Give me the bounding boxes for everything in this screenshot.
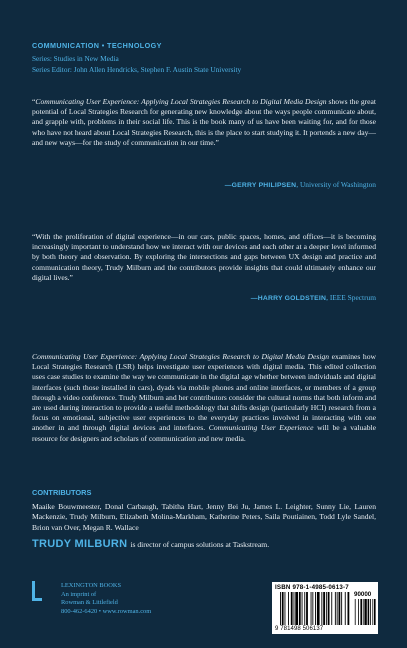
author-bio-text: is director of campus solutions at Taskstream. (130, 540, 270, 549)
quote-1-attribution: —GERRY PHILIPSEN, University of Washington (224, 180, 376, 189)
isbn-number: ISBN 978-1-4985-0613-7 (275, 584, 349, 591)
endorsement-quote-2 (32, 232, 376, 283)
quote-book-title: Communicating User Experience: Applying Local Strategies Research to Digital Media Design (35, 97, 327, 106)
publisher-contact: 800-462-6420 • www.rowman.com (61, 607, 152, 615)
contributors-heading: CONTRIBUTORS (32, 488, 92, 497)
quote-affiliation: University of Washington (299, 180, 376, 189)
publisher-name: LEXINGTON BOOKS (61, 582, 122, 589)
publisher-imprint-line: An imprint of (61, 590, 97, 598)
quote-author: —GERRY PHILIPSEN (224, 182, 297, 189)
quote-body: “With the proliferation of digital experience—in our cars, public spaces, homes, and offices—it is becoming increasingly important to understand how we interact with our devices and each other at a deeper level informed by both theory and observation. By exploring the intersections and gaps between UX design and practice and communication theory, Trudy Milburn and the contributors provide insights that could ultimately enhance our digital lives.” (32, 232, 376, 282)
description-book-title-short: Communicating User Experience (208, 423, 314, 433)
contributors-list: Maaike Bouwmeester, Donal Carbaugh, Tabitha Hart, Jenny Bei Ju, James L. Leighter, Sunny Lie, Lauren Mackenzie, Trudy Milburn, Elizabeth Molina-Markham, Katherine Peters, Saila Poutiainen, Todd Lyle Sandel, Brion van Over, Megan R. Wallace (32, 502, 376, 532)
quote-affiliation: IEEE Spectrum (329, 293, 376, 302)
author-bio (32, 538, 269, 550)
quote-body: shows the great potential of Local Strategies Research for generating new knowledge about the ways people communicate about, and grapple with, problems in their social life. This is the book many of us have been waiting for, and for those who have not heard about Local Strategies Research, this is the place to start studying it. It portends a new day—and new ways—for the study of communication in our time.” (32, 97, 376, 147)
quote-2-attribution: —HARRY GOLDSTEIN, IEEE Spectrum (250, 293, 376, 302)
description-book-title: Communicating User Experience: Applying Local Strategies Research to Digital Media Design (32, 352, 330, 361)
ean-digits: 9 781498 506137 (275, 626, 324, 632)
series-editor-line: Series Editor: John Allen Hendricks, Stephen F. Austin State University (32, 65, 242, 74)
series-line: Series: Studies in New Media (32, 54, 119, 63)
quote-author: —HARRY GOLDSTEIN (250, 295, 327, 302)
book-description (32, 352, 376, 444)
price-code: 90000 (354, 591, 372, 598)
publisher-parent: Rowman & Littlefield (61, 599, 118, 607)
endorsement-quote-1 (32, 97, 376, 148)
publisher-logo-icon (32, 581, 42, 601)
quote-open-mark: “ (32, 97, 36, 106)
publisher-info (61, 582, 151, 616)
author-name: TRUDY MILBURN (32, 538, 128, 550)
description-closing: will be a valuable resource for designers and scholars of communication and new media. (32, 423, 377, 443)
isbn-barcode (272, 582, 378, 634)
category-line: COMMUNICATION • TECHNOLOGY (32, 41, 162, 50)
description-body: examines how Local Strategies Research (LSR) helps investigate user experiences with digital media. This edited collection uses case studies to examine the way we communicate in the digital age whether between individuals and digital interfaces (such those installed in cars), dyads via mobile phones and online interfaces, or members of a group through a video conference. Trudy Milburn and her contributors consider the cultural norms that both inform and are used during interaction to provide a useful methodology that shifts design (particularly HCI) research from a focus on emotional, subjective user experiences to the everyday practices involved in interacting with one another in and through digital devices and interfaces. (32, 352, 376, 433)
